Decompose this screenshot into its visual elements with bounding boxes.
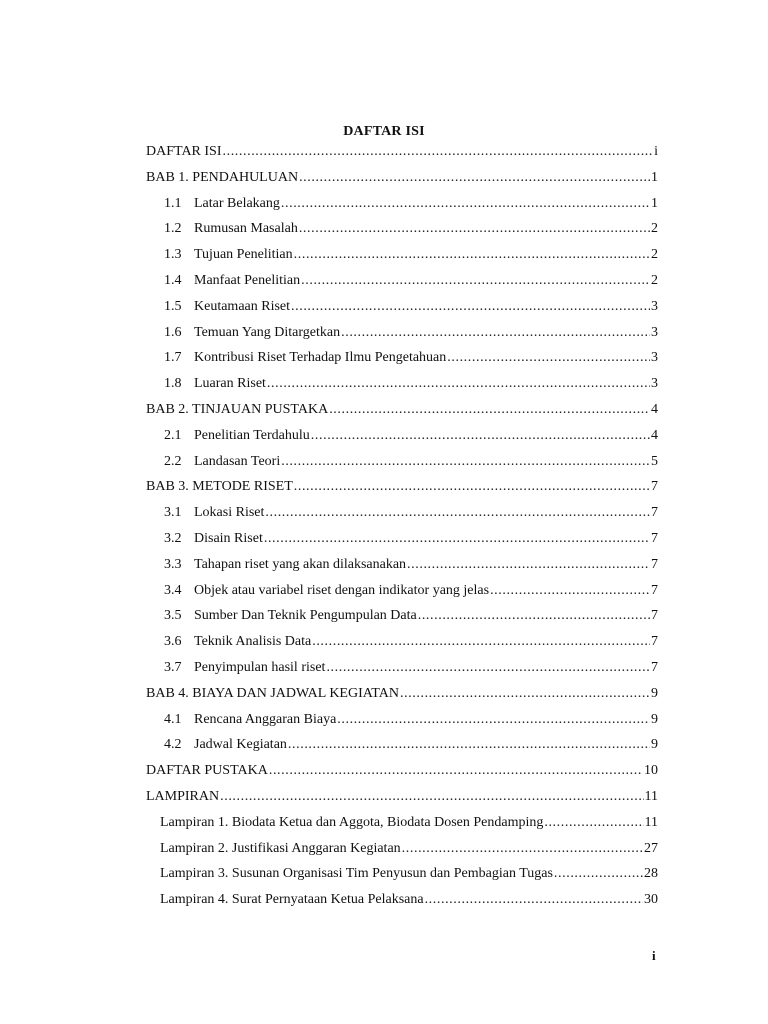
dot-leader [294, 242, 650, 268]
toc-entry [146, 732, 658, 758]
toc-entry-number: 1.7 [164, 350, 182, 366]
toc-entry-label: BAB 2. TINJAUAN PUSTAKA [146, 401, 329, 417]
toc-entry-label-group [146, 681, 399, 707]
toc-entry-page: 11 [644, 788, 658, 804]
toc-entry-label-group [164, 707, 336, 733]
toc-entry [146, 707, 658, 733]
toc-entry-number: 1.1 [164, 195, 182, 211]
toc-entry [146, 320, 658, 346]
toc-entry-number: 1.8 [164, 376, 182, 392]
toc-entry-label: Landasan Teori [194, 453, 281, 469]
toc-entry-label: Rumusan Masalah [194, 221, 298, 237]
dot-leader [554, 861, 643, 887]
dot-leader [288, 732, 650, 758]
toc-entry-page: 3 [651, 324, 658, 340]
toc-entry-label-group [164, 216, 298, 242]
dot-leader [223, 139, 654, 165]
toc-entry-number: 3.1 [164, 505, 182, 521]
toc-entry-label: BAB 3. METODE RISET [146, 479, 293, 495]
dot-leader [281, 191, 650, 217]
toc-entry-number: 3.6 [164, 634, 182, 650]
toc-entry-label-group [164, 500, 264, 526]
dot-leader [337, 707, 650, 733]
toc-entry-number: 3.5 [164, 608, 182, 624]
toc-entry-label-group [160, 887, 424, 913]
dot-leader [265, 500, 650, 526]
toc-entry-label-group [164, 629, 311, 655]
toc-entry [146, 578, 658, 604]
toc-entry-number: 3.3 [164, 556, 182, 572]
toc-entry [146, 216, 658, 242]
toc-entry [146, 655, 658, 681]
dot-leader [329, 397, 650, 423]
toc-entry [146, 784, 658, 810]
toc-entry-label: Sumber Dan Teknik Pengumpulan Data [194, 608, 417, 624]
toc-entry-page: 11 [644, 814, 658, 830]
toc-entry-page: 9 [651, 711, 658, 727]
toc-entry-label: Tujuan Penelitian [194, 247, 293, 263]
page-number: i [652, 948, 656, 963]
dot-leader [267, 371, 650, 397]
toc-entry-label: Penyimpulan hasil riset [194, 659, 326, 675]
toc-entry [146, 242, 658, 268]
toc-entry-page: 7 [651, 556, 658, 572]
toc-entry [146, 526, 658, 552]
toc-entry-label-group [164, 320, 340, 346]
toc-entry-label: Jadwal Kegiatan [194, 737, 287, 753]
toc-entry-label-group [146, 474, 293, 500]
toc-entry-page: 7 [651, 582, 658, 598]
dot-leader [264, 526, 650, 552]
toc-entry-label-group [160, 836, 401, 862]
toc-entry-label-group [164, 578, 489, 604]
toc-entry-page: 9 [651, 685, 658, 701]
toc-entry [146, 345, 658, 371]
toc-entry-label: Kontribusi Riset Terhadap Ilmu Pengetahuan [194, 350, 447, 366]
toc-entry-label: Lokasi Riset [194, 505, 265, 521]
dot-leader [447, 345, 650, 371]
toc-entry [146, 268, 658, 294]
toc-entry-page: 7 [651, 530, 658, 546]
toc-entry-page: 7 [651, 608, 658, 624]
toc-entry-page: 9 [651, 737, 658, 753]
toc-entry-number: 1.5 [164, 298, 182, 314]
toc-entry [146, 810, 658, 836]
toc-entry-number: 3.7 [164, 659, 182, 675]
toc-entry [146, 681, 658, 707]
toc-entry [146, 191, 658, 217]
toc-entry-label-group [164, 242, 293, 268]
dot-leader [425, 887, 643, 913]
dot-leader [400, 681, 650, 707]
toc-entry-label: BAB 1. PENDAHULUAN [146, 169, 299, 185]
toc-entry-number: 3.4 [164, 582, 182, 598]
toc-entry-label-group [146, 139, 222, 165]
toc-entry-label-group [164, 603, 417, 629]
dot-leader [281, 449, 650, 475]
toc-entry [146, 861, 658, 887]
toc-entry-label-group [146, 165, 298, 191]
toc-entry-label: Temuan Yang Ditargetkan [194, 324, 341, 340]
toc-entry-page: 3 [651, 298, 658, 314]
toc-entry-label: BAB 4. BIAYA DAN JADWAL KEGIATAN [146, 685, 399, 701]
toc-entry-number: 4.2 [164, 737, 182, 753]
toc-entry-page: 30 [644, 892, 658, 908]
toc-entry-label: Lampiran 1. Biodata Ketua dan Aggota, Biodata Dosen Pendamping [160, 814, 544, 830]
toc-entry-label: Lampiran 2. Justifikasi Anggaran Kegiatan [160, 840, 401, 856]
toc-entry-number: 2.2 [164, 453, 182, 469]
toc-entry-page: i [654, 144, 658, 159]
toc-entry-label-group [160, 810, 543, 836]
dot-leader [341, 320, 650, 346]
dot-leader [299, 165, 650, 191]
toc-entry [146, 397, 658, 423]
toc-entry-label: Keutamaan Riset [194, 298, 291, 314]
toc-entry-label: LAMPIRAN [146, 788, 220, 804]
toc-entry-label-group [146, 784, 219, 810]
toc-entry-page: 7 [651, 505, 658, 521]
dot-leader [407, 552, 650, 578]
toc-entry-label-group [164, 526, 263, 552]
dot-leader [402, 836, 643, 862]
dot-leader [544, 810, 643, 836]
toc-entry-label-group [164, 732, 287, 758]
toc-entry [146, 500, 658, 526]
table-of-contents [146, 139, 658, 913]
toc-entry-page: 7 [651, 479, 658, 495]
toc-entry [146, 629, 658, 655]
toc-entry-label: Teknik Analisis Data [194, 634, 312, 650]
toc-entry [146, 139, 658, 165]
toc-entry [146, 423, 658, 449]
toc-entry-label-group [164, 371, 266, 397]
dot-leader [301, 268, 650, 294]
dot-leader [312, 629, 650, 655]
toc-entry-label: Tahapan riset yang akan dilaksanakan [194, 556, 407, 572]
toc-entry-page: 2 [651, 221, 658, 237]
dot-leader [291, 294, 650, 320]
toc-entry-number: 1.4 [164, 272, 182, 288]
toc-entry-page: 4 [651, 401, 658, 417]
toc-entry [146, 836, 658, 862]
toc-entry-label: DAFTAR PUSTAKA [146, 763, 268, 779]
dot-leader [269, 758, 643, 784]
dot-leader [490, 578, 650, 604]
dot-leader [220, 784, 643, 810]
toc-entry-page: 1 [651, 195, 658, 211]
dot-leader [294, 474, 650, 500]
toc-entry [146, 165, 658, 191]
toc-entry-label: Penelitian Terdahulu [194, 427, 310, 443]
dot-leader [311, 423, 650, 449]
toc-entry-label-group [164, 268, 300, 294]
toc-entry-label-group [160, 861, 553, 887]
toc-entry-label: Objek atau variabel riset dengan indikator yang jelas [194, 582, 490, 598]
dot-leader [299, 216, 650, 242]
toc-entry-label-group [164, 655, 325, 681]
toc-entry-page: 4 [651, 427, 658, 443]
toc-entry-number: 4.1 [164, 711, 182, 727]
toc-entry-page: 28 [644, 866, 658, 882]
toc-entry-label-group [164, 552, 406, 578]
toc-entry-label: Disain Riset [194, 530, 263, 546]
toc-entry-page: 1 [651, 169, 658, 185]
toc-entry-label: Latar Belakang [194, 195, 280, 211]
toc-entry-label: Luaran Riset [194, 376, 266, 392]
toc-entry [146, 603, 658, 629]
toc-entry [146, 552, 658, 578]
toc-entry [146, 294, 658, 320]
toc-entry-label: Manfaat Penelitian [194, 272, 301, 288]
toc-entry-label-group [164, 294, 290, 320]
toc-entry-page: 2 [651, 247, 658, 263]
page-title: DAFTAR ISI [343, 124, 425, 139]
toc-entry [146, 887, 658, 913]
toc-entry-label-group [164, 449, 280, 475]
toc-entry-label: DAFTAR ISI [146, 144, 222, 159]
toc-entry-page: 3 [651, 350, 658, 366]
toc-entry-label-group [146, 397, 328, 423]
toc-entry [146, 449, 658, 475]
toc-entry [146, 758, 658, 784]
toc-entry-label: Lampiran 4. Surat Pernyataan Ketua Pelaksana [160, 892, 424, 908]
toc-entry-page: 7 [651, 659, 658, 675]
toc-entry-page: 7 [651, 634, 658, 650]
toc-entry-number: 2.1 [164, 427, 182, 443]
toc-entry-page: 27 [644, 840, 658, 856]
toc-entry-label-group [164, 423, 310, 449]
toc-entry-label: Lampiran 3. Susunan Organisasi Tim Penyusun dan Pembagian Tugas [160, 866, 553, 882]
toc-entry-label-group [164, 191, 280, 217]
toc-entry-page: 3 [651, 376, 658, 392]
toc-entry-page: 10 [644, 763, 658, 779]
toc-entry-number: 3.2 [164, 530, 182, 546]
dot-leader [326, 655, 650, 681]
dot-leader [418, 603, 650, 629]
toc-entry-number: 1.6 [164, 324, 182, 340]
toc-entry-label: Rencana Anggaran Biaya [194, 711, 337, 727]
toc-entry-label-group [146, 758, 268, 784]
toc-entry [146, 474, 658, 500]
toc-entry-label-group [164, 345, 446, 371]
toc-entry [146, 371, 658, 397]
toc-entry-page: 2 [651, 272, 658, 288]
toc-entry-page: 5 [651, 453, 658, 469]
toc-entry-number: 1.2 [164, 221, 182, 237]
toc-entry-number: 1.3 [164, 247, 182, 263]
